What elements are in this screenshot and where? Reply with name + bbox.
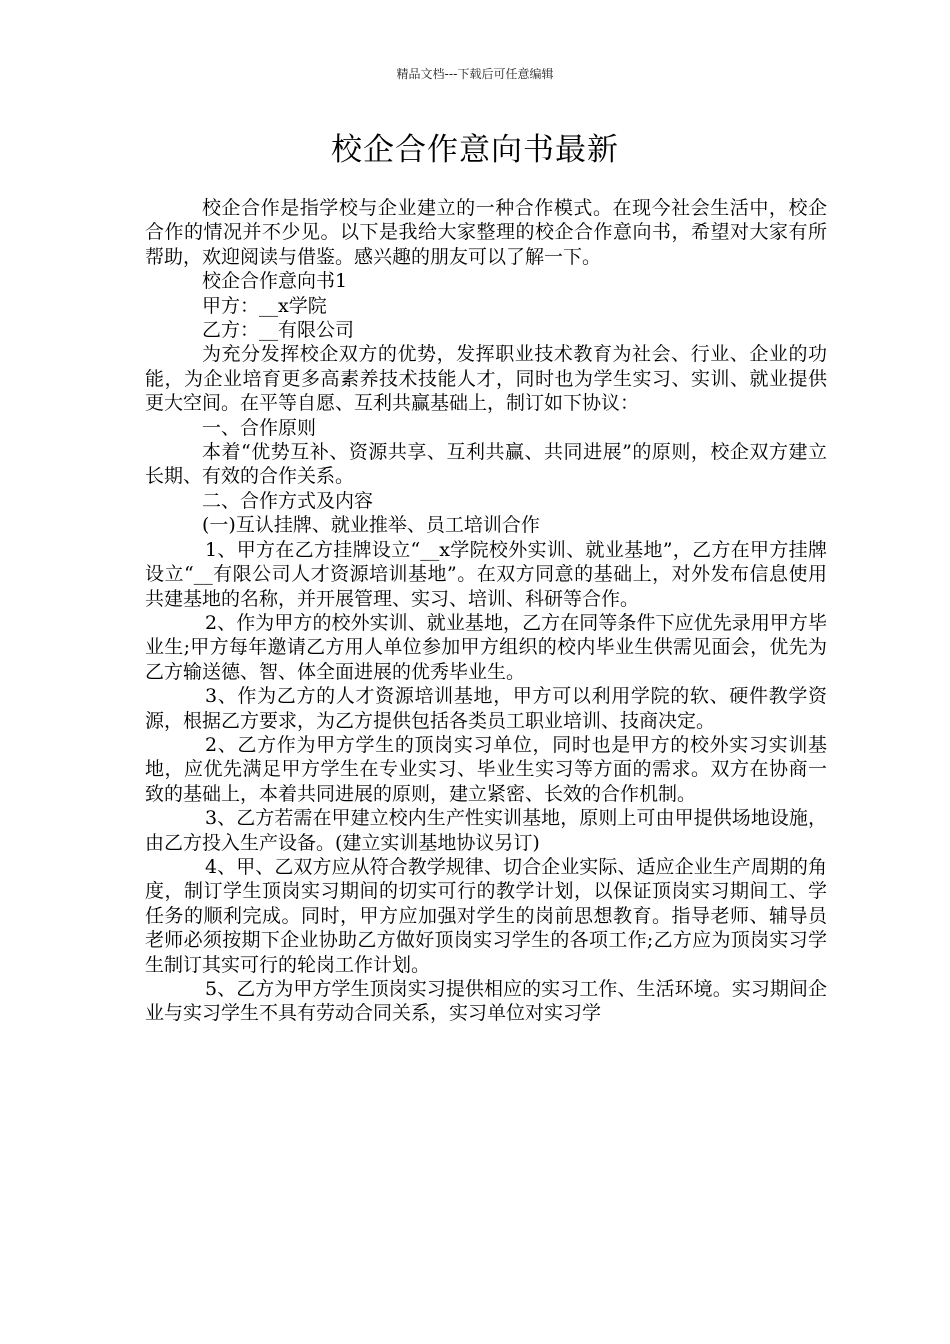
document-body bbox=[145, 196, 827, 1026]
clause-paragraph: 3、作为乙方的人才资源培训基地，甲方可以利用学院的软、硬件教学资源，根据乙方要求，为乙方提供包括各类员工职业培训、技商决定。 bbox=[145, 685, 827, 732]
clause-paragraph: 2、乙方作为甲方学生的顶岗实习单位，同时也是甲方的校外实习实训基地，应优先满足甲方学生在专业实习、毕业生实习等方面的需求。双方在协商一致的基础上，本着共同进展的原则，建立紧密、长效的合作机制。 bbox=[145, 733, 827, 805]
section-heading-agreement-1: 校企合作意向书1 bbox=[202, 270, 348, 293]
clause-paragraph: 2、作为甲方的校外实训、就业基地，乙方在同等条件下应优先录用甲方毕业生;甲方每年邀请乙方用人单位参加甲方组织的校内毕业生供需见面会，优先为乙方输送德、智、体全面进展的优秀毕业生。 bbox=[145, 611, 827, 683]
clause-paragraph: 3、乙方若需在甲建立校内生产性实训基地，原则上可由甲提供场地设施，由乙方投入生产设备。(建立实训基地协议另订) bbox=[145, 807, 827, 854]
intro-paragraph: 校企合作是指学校与企业建立的一种合作模式。在现今社会生活中，校企合作的情况并不少见。以下是我给大家整理的校企合作意向书，希望对大家有所帮助，欢迎阅读与借鉴。感兴趣的朋友可以了解一下。 bbox=[145, 197, 827, 268]
clause-paragraph: 4、甲、乙双方应从符合教学规律、切合企业实际、适应企业生产周期的角度，制订学生顶岗实习期间的切实可行的教学计划，以保证顶岗实习期间工、学任务的顺利完成。同时，甲方应加强对学生的岗前思想教育。指导老师、辅导员老师必须按期下企业协助乙方做好顶岗实习学生的各项工作;乙方应为顶岗实习学生制订其实可行的轮岗工作计划。 bbox=[145, 855, 827, 976]
heading-cooperation-method: 二、合作方式及内容 bbox=[202, 489, 374, 512]
heading-cooperation-principle: 一、合作原则 bbox=[202, 416, 317, 439]
party-a-line: 甲方：__x学院 bbox=[202, 294, 327, 317]
party-b-line: 乙方：__有限公司 bbox=[202, 319, 355, 342]
clause-paragraph: 1、甲方在乙方挂牌设立“__x学院校外实训、就业基地”，乙方在甲方挂牌设立“__有限公司人才资源培训基地”。在双方同意的基础上，对外发布信息使用共建基地的名称，并开展管理、实习、培训、科研等合作。 bbox=[145, 538, 827, 610]
page-header-banner: 精品文档---下载后可任意编辑 bbox=[396, 67, 554, 81]
principle-paragraph: 本着“优势互补、资源共享、互利共赢、共同进展”的原则，校企双方建立长期、有效的合作关系。 bbox=[145, 441, 827, 488]
document-title: 校企合作意向书最新 bbox=[331, 132, 619, 168]
preamble-paragraph: 为充分发挥校企双方的优势，发挥职业技术教育为社会、行业、企业的功能，为企业培育更多高素养技术技能人才，同时也为学生实习、实训、就业提供更大空间。在平等自愿、互利共赢基础上，制订如下协议： bbox=[145, 343, 827, 415]
subheading-mutual-recognition: (一)互认挂牌、就业推举、员工培训合作 bbox=[202, 514, 540, 537]
clause-paragraph: 5、乙方为甲方学生顶岗实习提供相应的实习工作、生活环境。实习期间企业与实习学生不具有劳动合同关系，实习单位对实习学 bbox=[145, 978, 827, 1025]
